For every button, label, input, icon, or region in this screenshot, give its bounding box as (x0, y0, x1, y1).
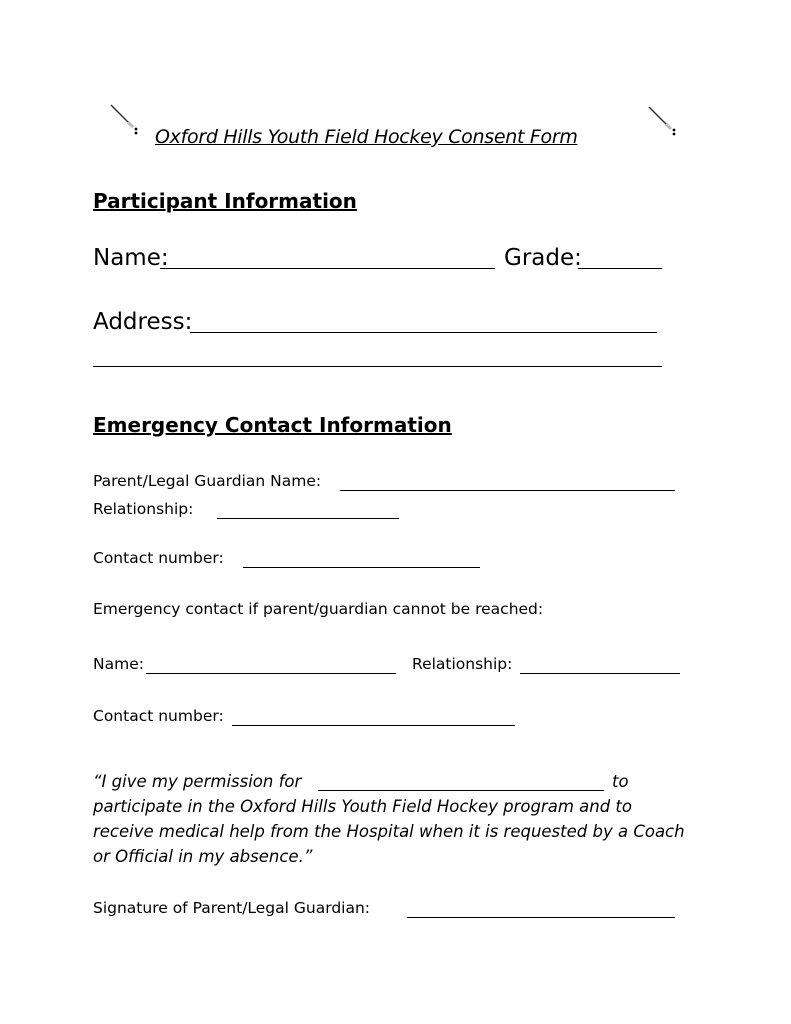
guardian-name-label: Parent/Legal Guardian Name: (93, 472, 322, 490)
alt-contact-number-label: Contact number: (93, 707, 224, 725)
consent-line3: receive medical help from the Hospital when it is requested by a Coach (93, 822, 685, 841)
address-label: Address: (93, 309, 193, 335)
alt-name-label: Name: (93, 655, 144, 673)
address-field-line1[interactable] (190, 332, 657, 333)
grade-label: Grade: (504, 245, 582, 271)
signature-label: Signature of Parent/Legal Guardian: (93, 899, 371, 917)
alt-relationship-label: Relationship: (412, 655, 513, 673)
name-field[interactable] (160, 268, 495, 269)
signature-field[interactable] (407, 917, 675, 918)
form-title: Oxford Hills Youth Field Hockey Consent Form (155, 126, 578, 148)
participant-name-field[interactable] (318, 790, 604, 791)
grade-field[interactable] (578, 268, 662, 269)
relationship-field[interactable] (217, 518, 399, 519)
address-field-line2[interactable] (93, 366, 662, 367)
name-label: Name: (93, 245, 169, 271)
consent-line2: participate in the Oxford Hills Youth Field Hockey program and to (93, 797, 632, 816)
relationship-label: Relationship: (93, 500, 194, 518)
contact-number-field[interactable] (243, 567, 480, 568)
participant-heading: Participant Information (93, 189, 357, 213)
contact-number-label: Contact number: (93, 549, 224, 567)
consent-line1-end: to (612, 772, 629, 791)
guardian-name-field[interactable] (340, 490, 675, 491)
alt-contact-number-field[interactable] (232, 725, 515, 726)
emergency-heading: Emergency Contact Information (93, 413, 452, 437)
hockey-stick-icon (108, 102, 142, 136)
consent-line4: or Official in my absence.” (93, 847, 313, 866)
consent-line1: “I give my permission for (93, 772, 302, 791)
hockey-stick-icon (646, 104, 680, 138)
alt-relationship-field[interactable] (520, 673, 680, 674)
alt-contact-intro: Emergency contact if parent/guardian cannot be reached: (93, 600, 544, 618)
alt-name-field[interactable] (146, 673, 396, 674)
